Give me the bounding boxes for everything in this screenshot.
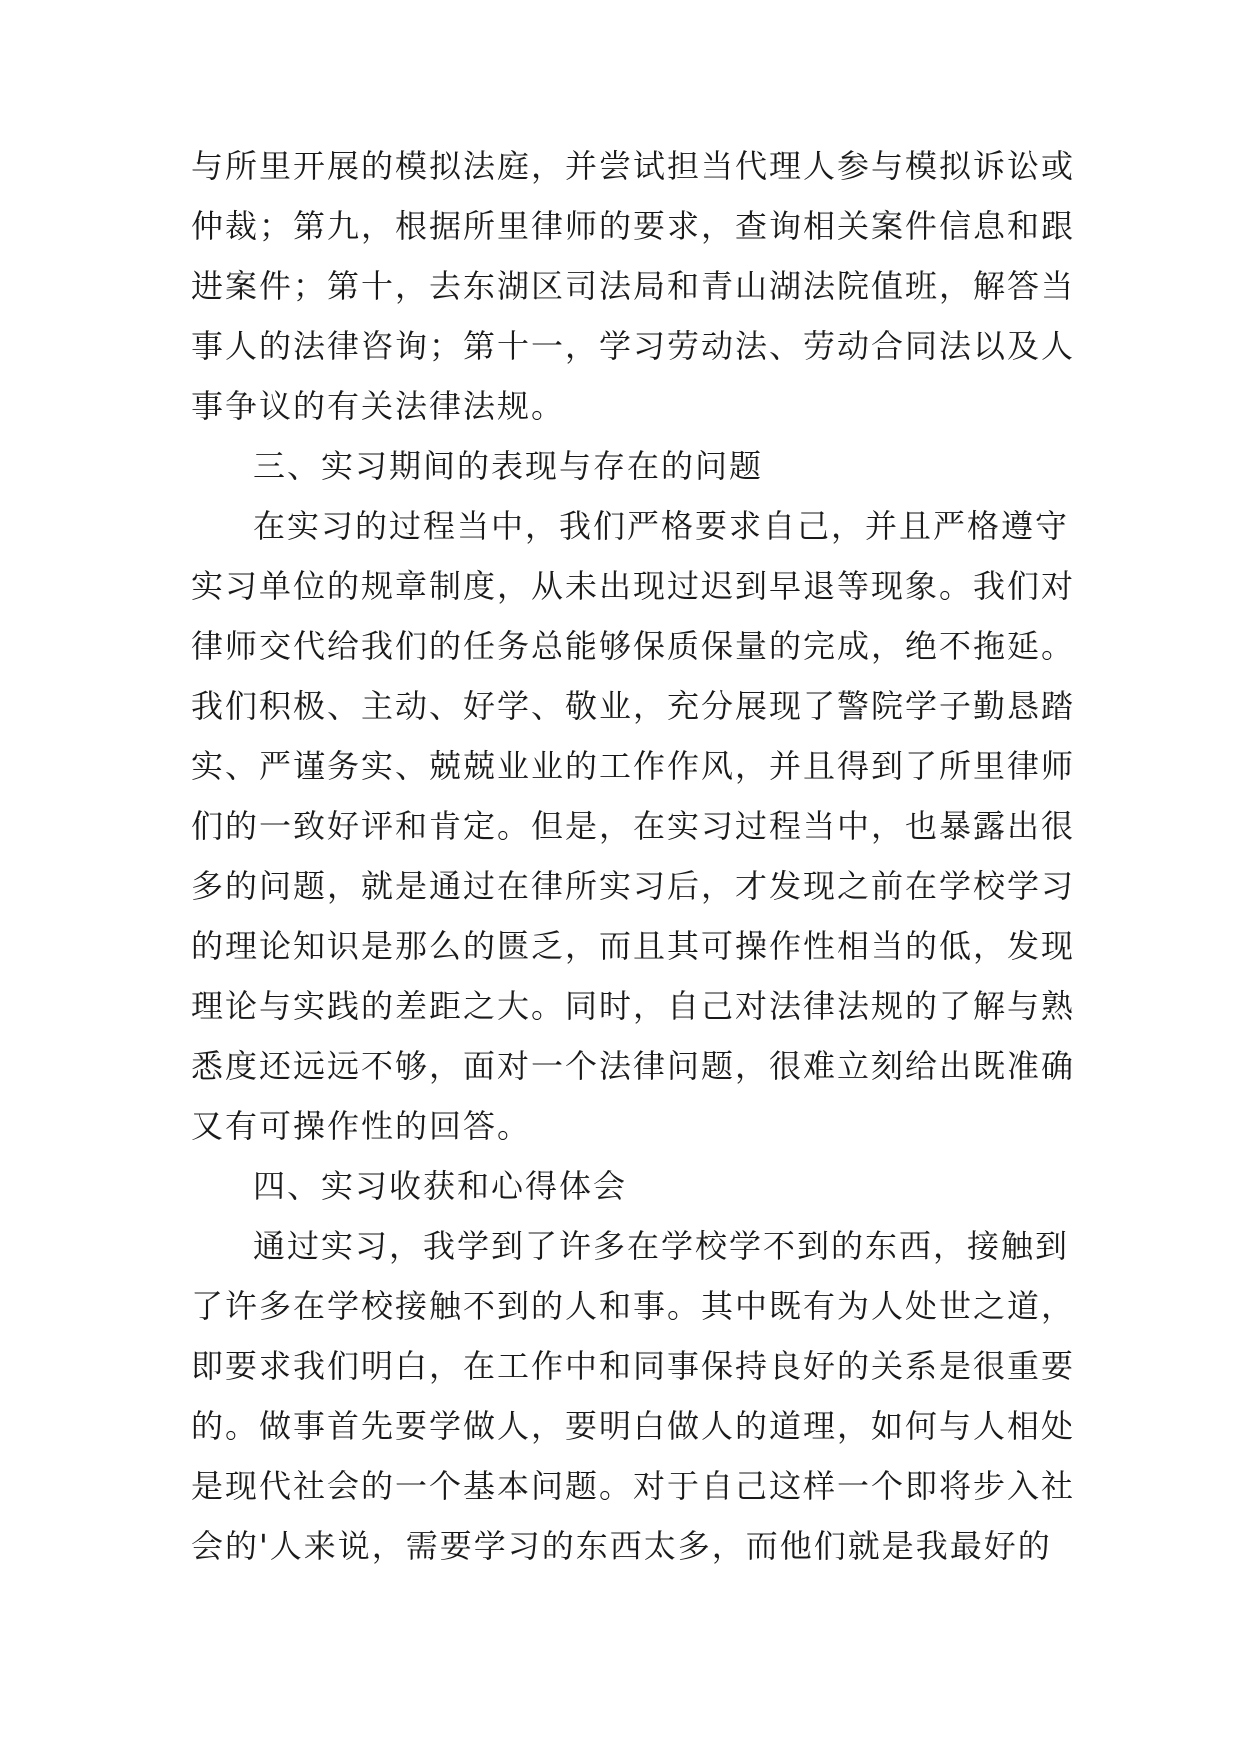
text-line: 在实习的过程当中，我们严格要求自己，并且严格遵守: [253, 507, 1070, 545]
text-line: 悉度还远远不够，面对一个法律问题，很难立刻给出既准确: [191, 1047, 1076, 1085]
text-line: 多的问题，就是通过在律所实习后，才发现之前在学校学习: [191, 867, 1076, 905]
text-line: 我们积极、主动、好学、敬业，充分展现了警院学子勤恳踏: [191, 687, 1076, 725]
text-line: 会的'人来说，需要学习的东西太多，而他们就是我最好的: [191, 1527, 1052, 1565]
section-heading: 三、实习期间的表现与存在的问题: [253, 447, 764, 485]
text-line: 又有可操作性的回答。: [191, 1107, 532, 1145]
text-line: 实、严谨务实、兢兢业业的工作作风，并且得到了所里律师: [191, 747, 1076, 785]
text-line: 仲裁；第九，根据所里律师的要求，查询相关案件信息和跟: [191, 207, 1076, 245]
text-line: 们的一致好评和肯定。但是，在实习过程当中，也暴露出很: [191, 807, 1076, 845]
text-line: 理论与实践的差距之大。同时，自己对法律法规的了解与熟: [191, 987, 1076, 1025]
text-line: 事争议的有关法律法规。: [191, 387, 566, 425]
text-line: 的。做事首先要学做人，要明白做人的道理，如何与人相处: [191, 1407, 1076, 1445]
text-line: 的理论知识是那么的匮乏，而且其可操作性相当的低，发现: [191, 927, 1076, 965]
text-line: 通过实习，我学到了许多在学校学不到的东西，接触到: [253, 1227, 1070, 1265]
section-heading: 四、实习收获和心得体会: [253, 1167, 628, 1205]
text-line: 即要求我们明白，在工作中和同事保持良好的关系是很重要: [191, 1347, 1076, 1385]
text-line: 与所里开展的模拟法庭，并尝试担当代理人参与模拟诉讼或: [191, 147, 1076, 185]
text-line: 实习单位的规章制度，从未出现过迟到早退等现象。我们对: [191, 567, 1076, 605]
text-line: 事人的法律咨询；第十一，学习劳动法、劳动合同法以及人: [191, 327, 1076, 365]
text-line: 是现代社会的一个基本问题。对于自己这样一个即将步入社: [191, 1467, 1076, 1505]
text-line: 了许多在学校接触不到的人和事。其中既有为人处世之道，: [191, 1287, 1076, 1325]
text-line: 律师交代给我们的任务总能够保质保量的完成，绝不拖延。: [191, 627, 1076, 665]
text-line: 进案件；第十，去东湖区司法局和青山湖法院值班，解答当: [191, 267, 1076, 305]
